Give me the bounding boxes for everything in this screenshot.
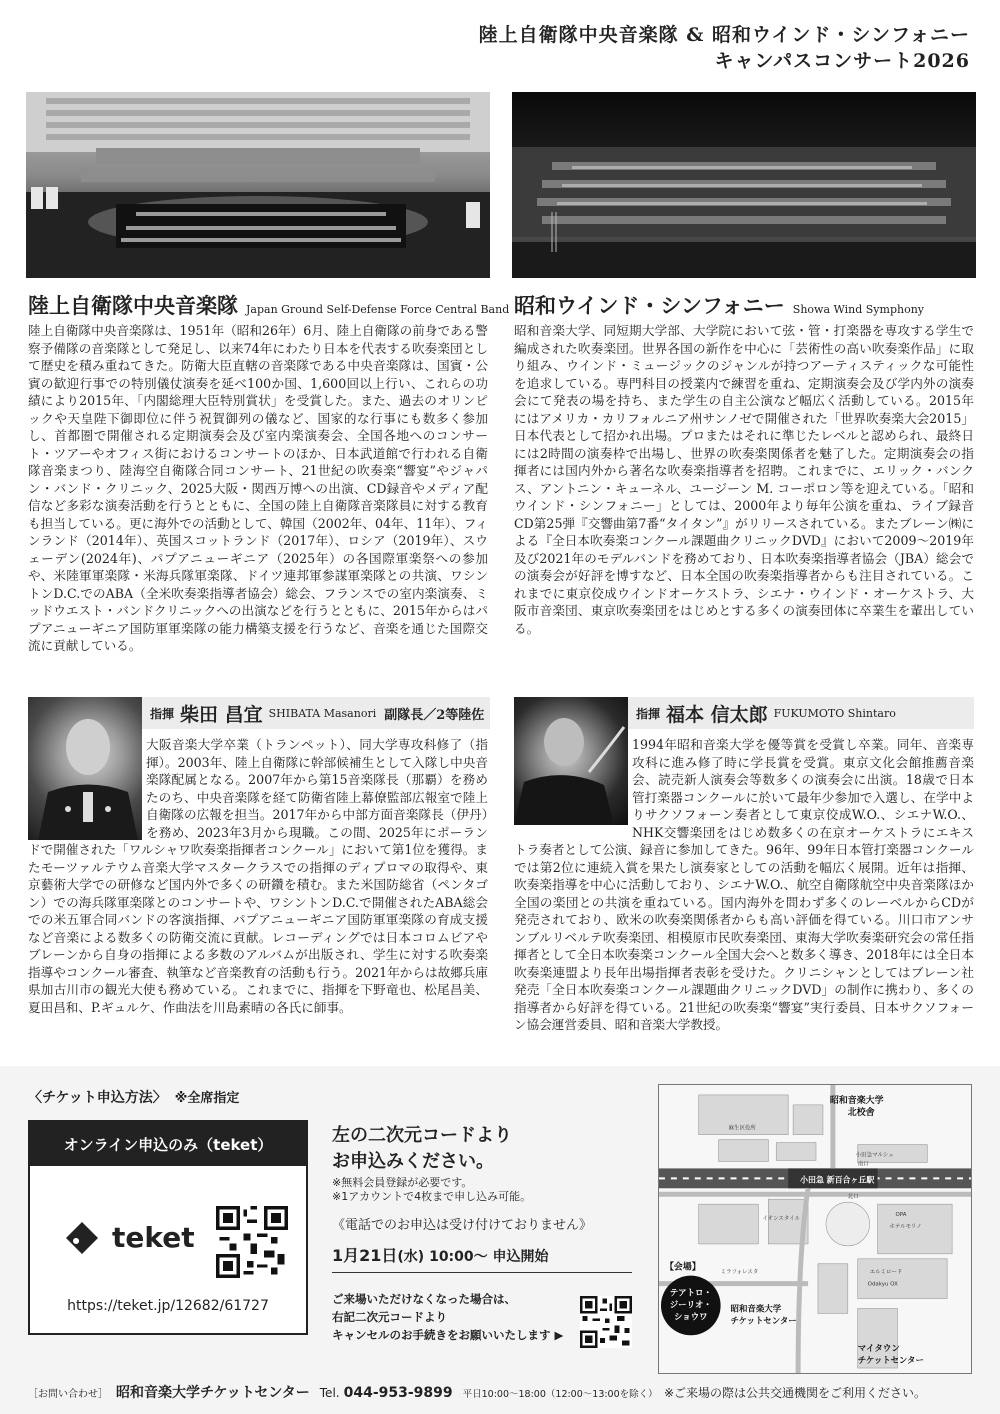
online-ticket-box [28, 1120, 308, 1335]
ticket-heading-text: 〈チケット申込方法〉 [28, 1090, 167, 1106]
svg-text:チケットセンター: チケットセンター [730, 1315, 797, 1326]
svg-text:小田急マルシェ: 小田急マルシェ [855, 1152, 894, 1159]
contact-center: 昭和音楽大学チケットセンター [116, 1385, 310, 1401]
apply-line-1: 左の二次元コードより [332, 1125, 512, 1146]
start-date-time: (水) 10:00～ 申込開始 [397, 1249, 549, 1265]
contact-tag: ［お問い合わせ］ [28, 1389, 108, 1400]
contact-info [28, 1382, 658, 1402]
access-map [658, 1084, 972, 1374]
apply-notes [332, 1176, 531, 1204]
svg-text:昭和音楽大学: 昭和音楽大学 [730, 1303, 782, 1314]
cancel-instruction [332, 1290, 563, 1344]
showa-band-description: 昭和音楽大学、同短期大学部、大学院において弦・管・打楽器を専攻する学生で編成された吹奏楽団。世界各国の新作を中心に「芸術性の高い吹奏楽作品」に取り組み、ウインド・ミュージックのジャンルが持つアーティスティックな可能性を追求している。専門科目の授業内で練習を重ね、定期演奏会及び学内外の演奏会にて発表の場を持ち、また学生の自主公演など幅広く活動している。2015年にはアメリカ・カリフォルニア州サンノゼで開催された「世界吹奏楽大会2015」日本代表として招かれ出場。プロまたはそれに準じたレベルと認められ、最終日には2時間の演奏枠で出場し、世界の吹奏楽関係者を魅了した。定期演奏会の指揮者には国内外から著名な吹奏楽指導者を招聘。これまでに、エリック・バンクス、アントニン・キューネル、ユージーン M. コーポロン等を迎えている。「昭和ウインド・シンフォニー」としては、2000年より毎年公演を重ね、ライブ録音CD第25弾『交響曲第7番“タイタン”』がリリースされている。またブレーン㈱による『全日本吹奏楽コンクール課題曲クリニックDVD』において2009～2019年及び2021年のモデルバンドを務めており、日本吹奏楽指導者協会（JBA）総会での演奏会が好評を博すなど、日本全国の吹奏楽指導者からも注目されている。これまでに東京佼成ウインドオーケストラ、シエナ・ウインド・オーケストラ、大阪市音楽団、東京吹奏楽団をはじめとする多くの演奏団体に卒業生を輩出している。 [514, 323, 974, 636]
teket-qr-code[interactable] [216, 1206, 288, 1278]
fukumoto-role: 指揮 [636, 706, 661, 721]
contact-tel-label: Tel. [319, 1386, 340, 1400]
svg-text:OPA: OPA [895, 1212, 907, 1219]
fukumoto-bio: 1994年昭和音楽大学を優等賞を受賞し卒業。同年、音楽専攻科に進み修了時に学長賞を受賞。東京文化会館推薦音楽会、読売新人演奏会等数多くの演奏会に出演。18歳で日本管打楽器コンクールに於いて最年少参加で入選し、在学中よりサクソフォーン奏者として東京佼成W.O.、シエナW.O.、NHK交響楽団をはじめ数多くの在京オーケストラにエキストラ奏者として公演、録音に参加してきた。96年、99年日本管打楽器コンクールでは第2位に連続入賞を果たし演奏家としての活動を幅広く展開。近年は指揮、吹奏楽指導を中心に活動しており、シエナW.O.、航空自衛隊航空中央音楽隊ほか全国の楽団との共演を重ねている。国内海外を問わず多くのレーベルからCDが発売されており、欧米の吹奏楽関係者からも高い評価を得ている。川口市アンサンブルリベルテ吹奏楽団、相模原市民吹奏楽団、東海大学吹奏楽研究会の常任指揮者として全日本吹奏楽コンクール全国大会へと数多く導き、2018年には全日本吹奏楽連盟より長年出場指揮者表彰を受けた。クリニシャンとしてはブレーン社発売「全日本吹奏楽コンクール課題曲クリニックDVD」の制作に携わり、多くの指導者から好評を得ている。21世紀の吹奏楽“響宴”実行委員、日本サクソフォーン協会運営委員、昭和音楽大学教授。 [514, 737, 974, 1032]
central-band-name-jp: 陸上自衛隊中央音楽隊 [28, 293, 238, 318]
svg-text:北校舎: 北校舎 [847, 1107, 875, 1118]
shibata-rank: 副隊長／2等陸佐 [384, 707, 485, 723]
online-ticket-title: オンライン申込のみ（teket） [30, 1122, 306, 1166]
svg-text:北口: 北口 [847, 1194, 859, 1201]
apply-note-2: ※1アカウントで4枚まで申し込み可能。 [332, 1190, 532, 1203]
teket-url[interactable]: https://teket.jp/12682/61727 [67, 1298, 269, 1314]
svg-text:ショウワ: ショウワ [673, 1311, 708, 1322]
showa-band-name-en: Showa Wind Symphony [792, 303, 924, 316]
fukumoto-name-en: FUKUMOTO Shintaro [773, 706, 896, 720]
start-date-day: 1月21日 [332, 1246, 398, 1265]
svg-text:ジーリオ・: ジーリオ・ [669, 1299, 712, 1310]
no-phone-notice: 《電話でのお申込は受け付けておりません》 [332, 1218, 593, 1233]
cancel-line-3: キャンセルのお手続きをお願いいたします ▶ [332, 1328, 564, 1342]
showa-band-title [514, 290, 924, 320]
teket-logo-text: teket [112, 1220, 195, 1254]
svg-text:小田急 新百合ヶ丘駅: 小田急 新百合ヶ丘駅 [800, 1175, 875, 1185]
central-band-title [28, 290, 509, 320]
svg-text:イオンスタイル: イオンスタイル [762, 1216, 801, 1223]
transit-note: ※ご来場の際は公共交通機関をご利用ください。 [664, 1386, 927, 1400]
svg-text:南口: 南口 [857, 1161, 869, 1168]
title-line-1: 陸上自衛隊中央音楽隊 & 昭和ウインド・シンフォニー [478, 24, 970, 46]
fukumoto-name-jp: 福本 信太郎 [666, 703, 768, 726]
cancel-line-1: ご来場いただけなくなった場合は、 [332, 1292, 516, 1306]
page-title [479, 22, 970, 74]
shibata-bio: 大阪音楽大学卒業（トランペット）、同大学専攻科修了（指揮）。2003年、陸上自衛隊に幹部候補生として入隊し中央音楽隊配属となる。2007年から第15音楽隊長（那覇）を務めたのち、中央音楽隊を経て防衛省陸上幕僚監部広報室で陸上自衛隊の広報を担当。2017年から中部方面音楽隊長（伊丹）を務め、2023年3月から現職。この間、2025年にポーランドで開催された「ワルシャワ吹奏楽指揮者コンクール」において第1位を獲得。またモーツァルテウム音楽大学マスタークラスでの指揮のディプロマの取得や、東京藝術大学での研修など国内外で多くの研鑽を積む。また米国防総省（ペンタゴン）での海兵隊軍楽隊とのコンサートや、ワシントンD.C.で開催されたABA総会での米五軍合同バンドの客演指揮、パプアニューギニア国防軍軍楽隊の育成支援など音楽による数多くの防衛交流に貢献。レコーディングでは日本コロムビアやブレーンから自身の指揮による多数のアルバムが出版され、学生に対する吹奏楽指導やコンクール審査、執筆など音楽教育の活動も行う。2021年からは故郷兵庫県加古川市の観光大使も務めている。これまでに、指揮を下野竜也、松尾昌美、夏田昌和、P.ギュルケ、作曲法を川島素晴の各氏に師事。 [28, 737, 489, 1015]
svg-text:ホテルモリノ: ホテルモリノ [889, 1224, 922, 1231]
shibata-header [142, 697, 490, 729]
ticket-heading [28, 1087, 239, 1107]
svg-text:テアトロ・: テアトロ・ [669, 1287, 712, 1298]
ticket-heading-note: ※全席指定 [174, 1091, 240, 1106]
central-band-description: 陸上自衛隊中央音楽隊は、1951年（昭和26年）6月、陸上自衛隊の前身である警察予備隊の音楽隊として発足し、以来74年にわたり日本を代表する吹奏楽団として歴史を積み重ねてきた。防衛大臣直轄の音楽隊である中央音楽隊は、国賓・公賓の歓迎行事での特別儀仗演奏を延べ100か国、1,600回以上行い、これらの功績により2015年、「内閣総理大臣特別賞状」を受賞した。また、過去のオリンピックや天皇陛下御即位に伴う祝賀御列の儀など、国家的な行事にも数多く参加し、首都圏で開催される定期演奏会及び室内楽演奏会、全国各地へのコンサート・ツアーやオフィス街におけるコンサートのほか、日本武道館で行われる自衛隊音楽まつり、陸海空自衛隊合同コンサート、21世紀の吹奏楽“響宴”やジャパン・バンド・クリニック、2025大阪・関西万博への出演、CD録音やメディア配信など多彩な演奏活動を行うとともに、全国の陸上自衛隊音楽隊員に対する教育も担当している。更に海外での活動として、韓国（2002年、04年、11年）、フィンランド（2014年）、英国スコットランド（2017年）、ロシア（2019年）、スウェーデン(2024年)、パプアニューギニア（2025年）の各国際軍楽祭への参加や、米陸軍軍楽隊・米海兵隊軍楽隊、ドイツ連邦軍参謀軍楽隊との共演、ワシントンD.C.でのABA（全米吹奏楽指導者協会）総会、フランスでの室内楽演奏、ミッドウエスト・バンドクリニックへの出演などを行うとともに、2015年からはパプアニューギニア国防軍軍楽隊の能力構築支援を行うなど、音楽を通じた国際交流に貢献している。 [28, 323, 489, 653]
teket-ticket-icon [62, 1220, 102, 1254]
contact-hours: 平日10:00～18:00（12:00～13:00を除く） [462, 1389, 658, 1400]
svg-text:エルミロード: エルミロード [869, 1269, 903, 1276]
central-band-photo [26, 92, 490, 278]
shibata-name-jp: 柴田 昌宜 [180, 703, 263, 726]
showa-wind-symphony-photo [512, 92, 976, 278]
apply-instruction [332, 1123, 512, 1175]
application-start [332, 1243, 632, 1273]
svg-text:麻生区役所: 麻生区役所 [728, 1125, 756, 1132]
svg-text:Odakyu OX: Odakyu OX [867, 1281, 898, 1288]
cancel-line-2: 右記二次元コードより [332, 1310, 447, 1324]
svg-text:ミラフォレスタ: ミラフォレスタ [720, 1269, 759, 1276]
apply-line-2: お申込みください。 [332, 1151, 494, 1172]
title-line-2: キャンパスコンサート2026 [714, 50, 970, 72]
svg-text:昭和音楽大学: 昭和音楽大学 [829, 1095, 884, 1106]
fukumoto-bio-block [514, 736, 974, 1034]
svg-text:チケットセンター: チケットセンター [857, 1355, 924, 1366]
cancel-qr-code[interactable] [580, 1296, 632, 1348]
svg-text:マイタウン: マイタウン [857, 1343, 900, 1354]
shibata-role: 指揮 [150, 706, 175, 721]
teket-logo[interactable] [62, 1220, 195, 1254]
showa-band-name-jp: 昭和ウインド・シンフォニー [514, 293, 785, 318]
central-band-name-en: Japan Ground Self-Defense Force Central Band [246, 303, 510, 316]
shibata-name-en: SHIBATA Masanori [268, 706, 377, 720]
apply-note-1: ※無料会員登録が必要です。 [332, 1176, 473, 1189]
fukumoto-header [628, 697, 974, 729]
contact-tel[interactable]: 044-953-9899 [343, 1385, 453, 1401]
shibata-bio-block [28, 736, 488, 1016]
svg-text:【会場】: 【会場】 [664, 1262, 701, 1273]
